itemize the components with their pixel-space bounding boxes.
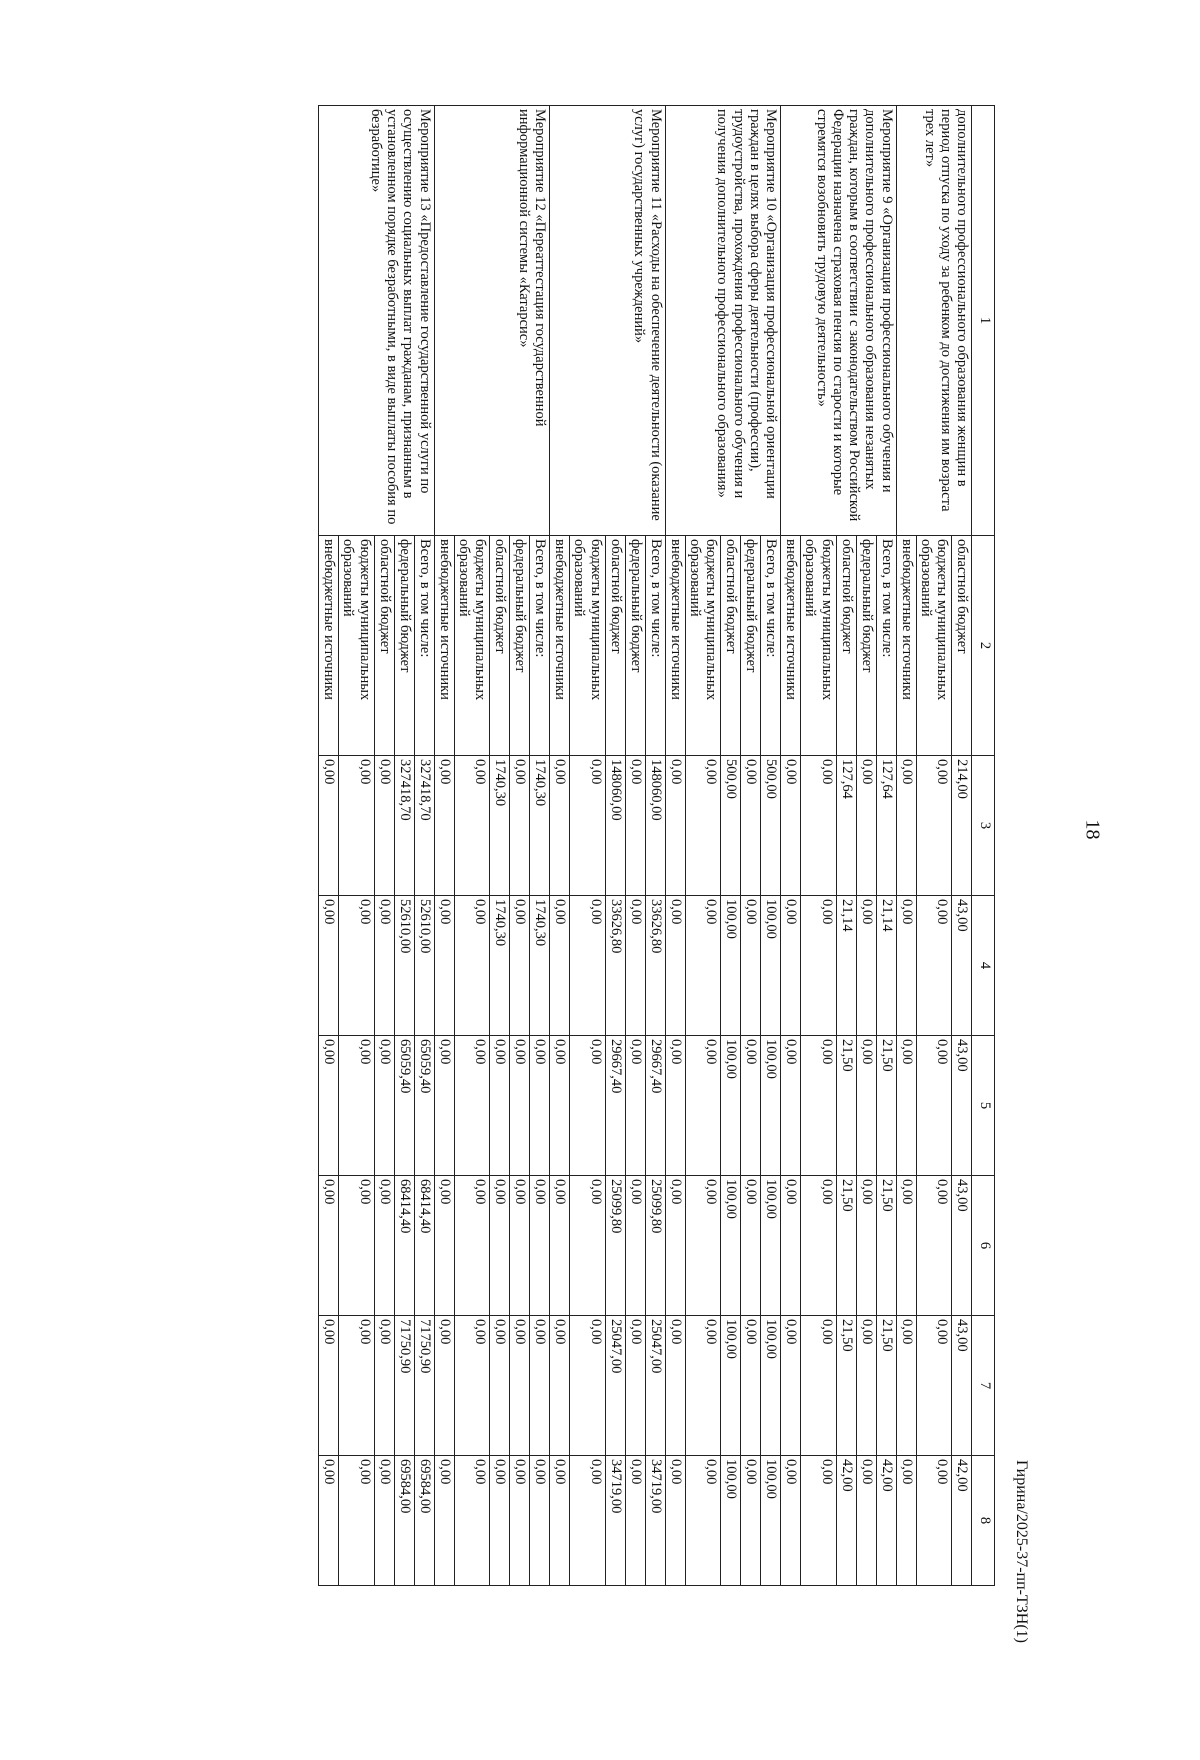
value-cell: 0,00	[510, 1316, 530, 1456]
value-cell: 0,00	[510, 1176, 530, 1316]
funding-source-cell: внебюджетные источники	[434, 536, 454, 756]
value-cell: 0,00	[374, 1316, 394, 1456]
funding-source-cell: областной бюджет	[836, 536, 856, 756]
value-cell: 0,00	[510, 896, 530, 1036]
value-cell: 0,00	[625, 1036, 645, 1176]
value-cell: 0,00	[339, 756, 374, 896]
value-cell: 0,00	[374, 1456, 394, 1586]
value-cell: 0,00	[490, 1316, 510, 1456]
value-cell: 68414,40	[394, 1176, 414, 1316]
value-cell: 0,00	[339, 1456, 374, 1586]
header-cell: 6	[972, 1176, 995, 1316]
value-cell: 43,00	[952, 1316, 972, 1456]
value-cell: 21,50	[876, 1036, 896, 1176]
value-cell: 0,00	[685, 1176, 720, 1316]
value-cell: 0,00	[434, 1456, 454, 1586]
value-cell: 0,00	[856, 1456, 876, 1586]
funding-source-cell: федеральный бюджет	[625, 536, 645, 756]
value-cell: 65059,40	[414, 1036, 434, 1176]
funding-source-cell: федеральный бюджет	[741, 536, 761, 756]
value-cell: 21,50	[836, 1316, 856, 1456]
value-cell: 0,00	[319, 896, 339, 1036]
funding-source-cell: областной бюджет	[721, 536, 741, 756]
funding-source-cell: бюджеты муниципальных образований	[685, 536, 720, 756]
value-cell: 25099,80	[605, 1176, 625, 1316]
funding-source-cell: областной бюджет	[374, 536, 394, 756]
value-cell: 0,00	[896, 756, 916, 896]
value-cell: 0,00	[781, 896, 801, 1036]
document-code: Гирина/2025-37-пп-ТЗН(1)	[1013, 1460, 1030, 1643]
value-cell: 0,00	[741, 1176, 761, 1316]
value-cell: 42,00	[952, 1456, 972, 1586]
funding-source-cell: областной бюджет	[490, 536, 510, 756]
value-cell: 0,00	[570, 1456, 605, 1586]
rotated-table-container	[100, 105, 995, 1585]
value-cell: 0,00	[665, 1456, 685, 1586]
table-row	[645, 106, 665, 1586]
value-cell: 34719,00	[645, 1456, 665, 1586]
value-cell: 71750,90	[414, 1316, 434, 1456]
event-cell: Мероприятие 10 «Организация профессиональной ориентации граждан в целях выбора сферы деятельности (профессии), трудоустройства, прохождения профессионального обучения и получения дополнительного профессионального образования»	[665, 106, 780, 536]
value-cell: 0,00	[319, 1176, 339, 1316]
header-cell: 7	[972, 1316, 995, 1456]
funding-source-cell: Всего, в том числе:	[645, 536, 665, 756]
value-cell: 0,00	[625, 756, 645, 896]
event-cell: Мероприятие 13 «Предоставление государственной услуги по осуществлению социальных выплат гражданам, признанным в установленном порядке безработными, в виде выплаты пособия по безработице»	[319, 106, 434, 536]
value-cell: 0,00	[665, 1176, 685, 1316]
value-cell: 34719,00	[605, 1456, 625, 1586]
funding-source-cell: внебюджетные источники	[550, 536, 570, 756]
value-cell: 0,00	[570, 1176, 605, 1316]
value-cell: 0,00	[550, 1456, 570, 1586]
value-cell: 0,00	[434, 1316, 454, 1456]
value-cell: 25047,00	[645, 1316, 665, 1456]
value-cell: 0,00	[916, 1176, 951, 1316]
value-cell: 0,00	[781, 1316, 801, 1456]
value-cell: 69584,00	[414, 1456, 434, 1586]
value-cell: 0,00	[801, 1036, 836, 1176]
value-cell: 25099,80	[645, 1176, 665, 1316]
value-cell: 0,00	[896, 1176, 916, 1316]
value-cell: 0,00	[454, 1176, 489, 1316]
value-cell: 0,00	[339, 1316, 374, 1456]
table-body	[319, 106, 972, 1586]
value-cell: 0,00	[741, 1036, 761, 1176]
value-cell: 69584,00	[394, 1456, 414, 1586]
funding-source-cell: бюджеты муниципальных образований	[801, 536, 836, 756]
value-cell: 0,00	[665, 1036, 685, 1176]
funding-source-cell: бюджеты муниципальных образований	[454, 536, 489, 756]
value-cell: 0,00	[490, 1176, 510, 1316]
value-cell: 0,00	[510, 1456, 530, 1586]
funding-source-cell: Всего, в том числе:	[876, 536, 896, 756]
value-cell: 0,00	[801, 1176, 836, 1316]
value-cell: 500,00	[721, 756, 741, 896]
value-cell: 21,50	[836, 1176, 856, 1316]
value-cell: 0,00	[570, 1036, 605, 1176]
value-cell: 0,00	[570, 756, 605, 896]
value-cell: 0,00	[685, 1316, 720, 1456]
value-cell: 0,00	[339, 1036, 374, 1176]
funding-source-cell: Всего, в том числе:	[761, 536, 781, 756]
value-cell: 100,00	[761, 1176, 781, 1316]
value-cell: 0,00	[896, 1316, 916, 1456]
value-cell: 0,00	[550, 896, 570, 1036]
value-cell: 1740,30	[530, 896, 550, 1036]
funding-source-cell: бюджеты муниципальных образований	[339, 536, 374, 756]
event-cell: Мероприятие 11 «Расходы на обеспечение деятельности (оказание услуг) государственных учреждений»	[550, 106, 665, 536]
value-cell: 0,00	[434, 756, 454, 896]
value-cell: 0,00	[454, 1036, 489, 1176]
value-cell: 0,00	[374, 1036, 394, 1176]
funding-source-cell: внебюджетные источники	[665, 536, 685, 756]
value-cell: 0,00	[741, 1316, 761, 1456]
value-cell: 0,00	[781, 1036, 801, 1176]
value-cell: 127,64	[836, 756, 856, 896]
value-cell: 500,00	[761, 756, 781, 896]
value-cell: 21,50	[876, 1176, 896, 1316]
value-cell: 0,00	[781, 1176, 801, 1316]
funding-source-cell: бюджеты муниципальных образований	[570, 536, 605, 756]
funding-source-cell: федеральный бюджет	[510, 536, 530, 756]
value-cell: 68414,40	[414, 1176, 434, 1316]
event-cell: Мероприятие 9 «Организация профессионального обучения и дополнительного профессионального образования незанятых граждан, которым в соответствии с законодательством Российской Федерации назначена страховая пенсия по старости и которые стремятся возобновить трудовую деятельность»	[781, 106, 896, 536]
value-cell: 100,00	[761, 1316, 781, 1456]
funding-source-cell: Всего, в том числе:	[530, 536, 550, 756]
header-cell: 2	[972, 536, 995, 756]
funding-source-cell: внебюджетные источники	[781, 536, 801, 756]
value-cell: 0,00	[916, 896, 951, 1036]
value-cell: 0,00	[434, 1036, 454, 1176]
value-cell: 0,00	[550, 1176, 570, 1316]
table-header-row	[972, 106, 995, 1586]
value-cell: 0,00	[801, 1316, 836, 1456]
value-cell: 43,00	[952, 896, 972, 1036]
value-cell: 0,00	[856, 1316, 876, 1456]
value-cell: 0,00	[374, 1176, 394, 1316]
value-cell: 29667,40	[645, 1036, 665, 1176]
value-cell: 29667,40	[605, 1036, 625, 1176]
event-cell: дополнительного профессионального образования женщин в период отпуска по уходу за ребенком до достижения им возраста трех лет»	[896, 106, 971, 536]
value-cell: 0,00	[665, 756, 685, 896]
value-cell: 1740,30	[530, 756, 550, 896]
value-cell: 0,00	[454, 896, 489, 1036]
value-cell: 0,00	[685, 896, 720, 1036]
table-row	[414, 106, 434, 1586]
value-cell: 0,00	[856, 1176, 876, 1316]
value-cell: 0,00	[685, 1036, 720, 1176]
value-cell: 0,00	[510, 756, 530, 896]
value-cell: 148060,00	[605, 756, 625, 896]
value-cell: 0,00	[801, 1456, 836, 1586]
value-cell: 0,00	[781, 1456, 801, 1586]
value-cell: 0,00	[781, 756, 801, 896]
value-cell: 43,00	[952, 1176, 972, 1316]
value-cell: 100,00	[721, 1456, 741, 1586]
value-cell: 0,00	[454, 1456, 489, 1586]
value-cell: 0,00	[741, 1456, 761, 1586]
value-cell: 0,00	[490, 1456, 510, 1586]
value-cell: 33626,80	[645, 896, 665, 1036]
value-cell: 0,00	[530, 1036, 550, 1176]
table-row	[530, 106, 550, 1586]
value-cell: 0,00	[339, 896, 374, 1036]
header-cell: 8	[972, 1456, 995, 1586]
funding-source-cell: бюджеты муниципальных образований	[916, 536, 951, 756]
value-cell: 100,00	[721, 1036, 741, 1176]
table-row	[761, 106, 781, 1586]
value-cell: 1740,30	[490, 896, 510, 1036]
value-cell: 0,00	[530, 1316, 550, 1456]
header-cell: 3	[972, 756, 995, 896]
value-cell: 100,00	[721, 896, 741, 1036]
funding-source-cell: областной бюджет	[605, 536, 625, 756]
value-cell: 0,00	[856, 1036, 876, 1176]
header-cell: 4	[972, 896, 995, 1036]
value-cell: 0,00	[896, 1036, 916, 1176]
value-cell: 52610,00	[394, 896, 414, 1036]
value-cell: 0,00	[801, 896, 836, 1036]
value-cell: 0,00	[550, 1036, 570, 1176]
value-cell: 0,00	[625, 896, 645, 1036]
value-cell: 33626,80	[605, 896, 625, 1036]
value-cell: 0,00	[319, 1036, 339, 1176]
funding-source-cell: областной бюджет	[952, 536, 972, 756]
value-cell: 100,00	[721, 1316, 741, 1456]
event-cell: Мероприятие 12 «Переаттестация государственной информационной системы «Катарсис»	[434, 106, 549, 536]
value-cell: 0,00	[801, 756, 836, 896]
value-cell: 0,00	[319, 1456, 339, 1586]
value-cell: 0,00	[916, 1456, 951, 1586]
value-cell: 0,00	[685, 1456, 720, 1586]
value-cell: 214,00	[952, 756, 972, 896]
value-cell: 21,50	[876, 1316, 896, 1456]
value-cell: 0,00	[570, 1316, 605, 1456]
value-cell: 0,00	[625, 1456, 645, 1586]
value-cell: 0,00	[454, 756, 489, 896]
header-cell: 1	[972, 106, 995, 536]
value-cell: 127,64	[876, 756, 896, 896]
value-cell: 100,00	[721, 1176, 741, 1316]
value-cell: 21,14	[876, 896, 896, 1036]
value-cell: 0,00	[741, 896, 761, 1036]
header-cell: 5	[972, 1036, 995, 1176]
value-cell: 0,00	[665, 1316, 685, 1456]
value-cell: 65059,40	[394, 1036, 414, 1176]
value-cell: 0,00	[434, 896, 454, 1036]
value-cell: 0,00	[454, 1316, 489, 1456]
value-cell: 100,00	[761, 1456, 781, 1586]
value-cell: 1740,30	[490, 756, 510, 896]
value-cell: 0,00	[856, 756, 876, 896]
value-cell: 52610,00	[414, 896, 434, 1036]
value-cell: 0,00	[530, 1456, 550, 1586]
value-cell: 0,00	[856, 896, 876, 1036]
value-cell: 327418,70	[414, 756, 434, 896]
value-cell: 0,00	[510, 1036, 530, 1176]
value-cell: 21,14	[836, 896, 856, 1036]
value-cell: 0,00	[916, 756, 951, 896]
table-row	[876, 106, 896, 1586]
value-cell: 0,00	[374, 896, 394, 1036]
value-cell: 0,00	[625, 1176, 645, 1316]
value-cell: 43,00	[952, 1036, 972, 1176]
value-cell: 42,00	[876, 1456, 896, 1586]
value-cell: 0,00	[490, 1036, 510, 1176]
value-cell: 0,00	[685, 756, 720, 896]
value-cell: 0,00	[896, 1456, 916, 1586]
value-cell: 0,00	[374, 756, 394, 896]
value-cell: 0,00	[319, 756, 339, 896]
value-cell: 0,00	[896, 896, 916, 1036]
value-cell: 0,00	[530, 1176, 550, 1316]
funding-source-cell: внебюджетные источники	[319, 536, 339, 756]
funding-source-cell: Всего, в том числе:	[414, 536, 434, 756]
value-cell: 0,00	[625, 1316, 645, 1456]
funding-source-cell: федеральный бюджет	[394, 536, 414, 756]
value-cell: 0,00	[550, 1316, 570, 1456]
value-cell: 327418,70	[394, 756, 414, 896]
value-cell: 0,00	[916, 1316, 951, 1456]
value-cell: 42,00	[836, 1456, 856, 1586]
value-cell: 0,00	[916, 1036, 951, 1176]
value-cell: 0,00	[319, 1316, 339, 1456]
value-cell: 25047,00	[605, 1316, 625, 1456]
value-cell: 0,00	[741, 756, 761, 896]
value-cell: 100,00	[761, 1036, 781, 1176]
value-cell: 0,00	[665, 896, 685, 1036]
funding-table	[318, 105, 995, 1586]
value-cell: 0,00	[434, 1176, 454, 1316]
funding-source-cell: федеральный бюджет	[856, 536, 876, 756]
funding-source-cell: внебюджетные источники	[896, 536, 916, 756]
value-cell: 71750,90	[394, 1316, 414, 1456]
value-cell: 0,00	[570, 896, 605, 1036]
value-cell: 100,00	[761, 896, 781, 1036]
page-number: 18	[1081, 819, 1104, 840]
value-cell: 148060,00	[645, 756, 665, 896]
table-row	[952, 106, 972, 1586]
value-cell: 21,50	[836, 1036, 856, 1176]
value-cell: 0,00	[550, 756, 570, 896]
value-cell: 0,00	[339, 1176, 374, 1316]
